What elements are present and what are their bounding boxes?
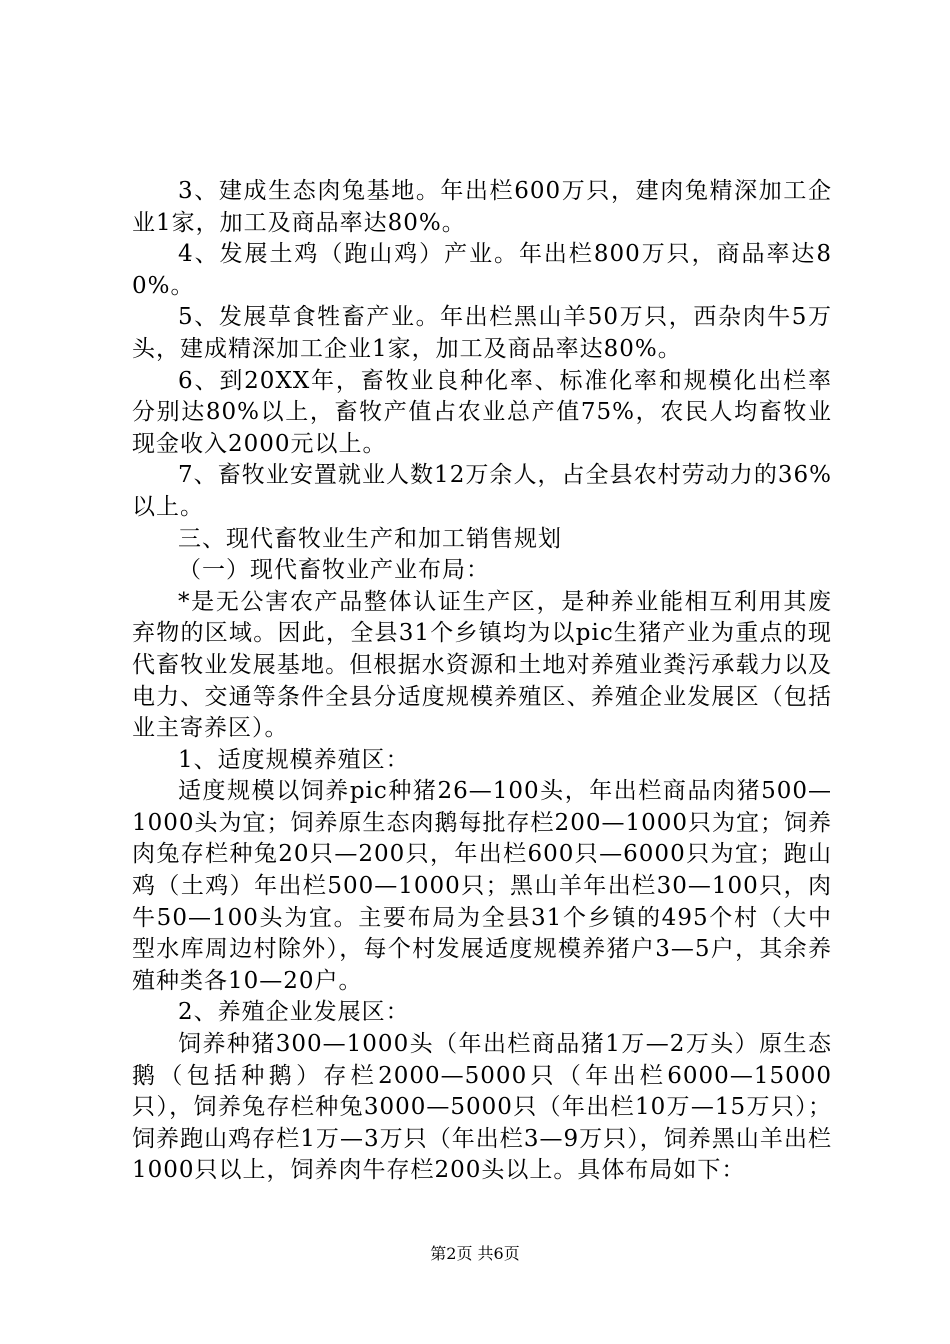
paragraph-goal-7: 7、畜牧业安置就业人数12万余人，占全县农村劳动力的36%以上。 bbox=[132, 462, 832, 520]
subsection-heading: （一）现代畜牧业产业布局： bbox=[178, 557, 490, 584]
paragraph-layout-overview: *是无公害农产品整体认证生产区，是种养业能相互利用其废弃物的区域。因此，全县31个乡镇均为以pic生猪产业为重点的现代畜牧业发展基地。但根据水资源和土地对养殖业粪污承载力以及电力、交通等条件全县分适度规模养殖区、养殖企业发展区（包括业主寄养区）。 bbox=[132, 588, 832, 742]
page-footer: 第2页 共6页 bbox=[430, 1244, 520, 1263]
paragraph-enterprise: 饲养种猪300—1000头（年出栏商品猪1万—2万头）原生态鹅（包括种鹅）存栏2000—5000只（年出栏6000—15000只），饲养兔存栏种兔3000—5000只（年出栏10万—15万只）；饲养跑山鸡存栏1万—3万只（年出栏3—9万只），饲养黑山羊出栏1000只以上，饲养肉牛存栏200头以上。具体布局如下： bbox=[132, 1031, 832, 1184]
document-body bbox=[132, 176, 832, 1187]
paragraph-moderate-scale: 适度规模以饲养pic种猪26—100头，年出栏商品肉猪500—1000头为宜；饲养原生态肉鹅每批存栏200—1000只为宜；饲养肉兔存栏种兔20只—200只，年出栏600只—6000只为宜；跑山鸡（土鸡）年出栏500—1000只；黑山羊年出栏30—100只，肉牛50—100头为宜。主要布局为全县31个乡镇的495个村（大中型水库周边村除外），每个村发展适度规模养猪户3—5户，其余养殖种类各10—20户。 bbox=[132, 778, 832, 994]
section-heading: 三、现代畜牧业生产和加工销售规划 bbox=[178, 525, 562, 552]
paragraph-goal-4: 4、发展土鸡（跑山鸡）产业。年出栏800万只，商品率达80%。 bbox=[132, 241, 832, 299]
paragraph-goal-5: 5、发展草食牲畜产业。年出栏黑山羊50万只，西杂肉牛5万头，建成精深加工企业1家，加工及商品率达80%。 bbox=[132, 304, 832, 362]
paragraph-goal-6: 6、到20XX年，畜牧业良种化率、标准化率和规模化出栏率分别达80%以上，畜牧产值占农业总产值75%，农民人均畜牧业现金收入2000元以上。 bbox=[132, 367, 832, 457]
item-heading-enterprise: 2、养殖企业发展区： bbox=[178, 999, 410, 1026]
item-heading-moderate-scale: 1、适度规模养殖区： bbox=[178, 746, 410, 773]
paragraph-goal-3: 3、建成生态肉兔基地。年出栏600万只，建肉兔精深加工企业1家，加工及商品率达80%。 bbox=[132, 178, 832, 236]
